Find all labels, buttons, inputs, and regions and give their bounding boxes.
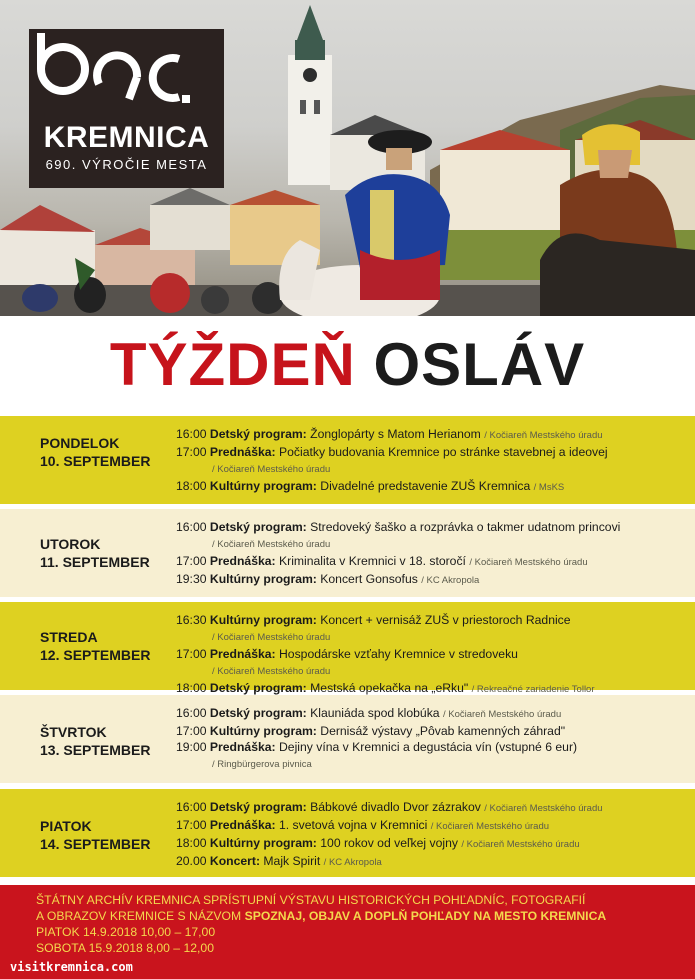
day-date: 11. SEPTEMBER: [40, 554, 150, 570]
event-item: [176, 612, 686, 628]
event-text: Hospodárske vzťahy Kremnice v stredoveku: [279, 647, 518, 661]
event-place: / Kočiareň Mestského úradu: [430, 821, 550, 832]
day-name: STREDA: [40, 629, 98, 645]
event-kind: Prednáška:: [209, 740, 276, 754]
day-date: 10. SEPTEMBER: [40, 453, 151, 469]
title-word-2: OSLÁV: [373, 331, 586, 398]
event-place: / Kočiareň Mestského úradu: [469, 557, 588, 568]
opening-hours-saturday: SOBOTA 15.9.2018 8,00 – 12,00: [36, 941, 214, 955]
event-text: Dejiny vína v Kremnici a degustácia vín (vstupné 6 eur): [279, 740, 578, 754]
event-place: / Rekreačné zariadenie Tollor: [471, 684, 595, 695]
event-time: 16:00: [176, 800, 207, 814]
day-name: PONDELOK: [40, 435, 120, 451]
event-item: [176, 444, 686, 460]
event-time: 17:00: [176, 818, 207, 832]
day-label: [40, 628, 150, 664]
event-item-continued: [176, 460, 686, 478]
notice-line: ŠTÁTNY ARCHÍV KREMNICA SPRÍSTUPNÍ VÝSTAVU HISTORICKÝCH POHĽADNÍC, FOTOGRAFIÍ: [36, 893, 586, 907]
page-title: [0, 330, 695, 400]
event-item: [176, 705, 686, 723]
event-time: 16:00: [176, 706, 207, 720]
event-list: [176, 426, 686, 496]
hero-photo: [0, 0, 695, 316]
event-place: / Kočiareň Mestského úradu: [212, 666, 331, 677]
notice-text: A OBRAZOV KREMNICE S NÁZVOM: [36, 909, 245, 923]
event-item-continued: [176, 628, 686, 646]
event-text: Stredoveký šaško a rozprávka o takmer udatnom princovi: [310, 520, 621, 534]
event-list: [176, 799, 686, 871]
event-kind: Prednáška:: [209, 647, 276, 661]
event-place: / KC Akropola: [323, 857, 382, 868]
event-place: / Kočiareň Mestského úradu: [212, 464, 331, 475]
notice-line: [36, 908, 676, 924]
event-time: 16:00: [176, 520, 207, 534]
event-time: 17:00: [176, 445, 207, 459]
event-item-continued: [176, 662, 686, 680]
event-text: Koncert Gonsofus: [320, 572, 418, 586]
logo-subtitle: 690. VÝROČIE MESTA: [45, 157, 208, 172]
event-list: [176, 519, 686, 589]
day-label: [40, 434, 150, 470]
day-name: ŠTVRTOK: [40, 724, 107, 740]
day-block-thursday: [0, 695, 695, 783]
event-item-continued: [176, 535, 686, 553]
event-place: / Kočiareň Mestského úradu: [461, 839, 580, 850]
event-text: Bábkové divadlo Dvor zázrakov: [310, 800, 481, 814]
event-text: Klauniáda spod klobúka: [310, 706, 440, 720]
event-time: 19:30: [176, 572, 207, 586]
event-kind: Detský program:: [209, 520, 307, 534]
event-time: 18:00: [176, 836, 207, 850]
opening-hours-friday: PIATOK 14.9.2018 10,00 – 17,00: [36, 925, 216, 939]
event-kind: Kultúrny program:: [209, 836, 317, 850]
day-name: PIATOK: [40, 818, 92, 834]
event-item: [176, 739, 686, 755]
event-item: [176, 853, 686, 871]
event-text: 100 rokov od veľkej vojny: [320, 836, 458, 850]
event-time: 19:00: [176, 740, 207, 754]
event-place: / Kočiareň Mestského úradu: [484, 430, 603, 441]
event-time: 16:00: [176, 427, 207, 441]
event-kind: Prednáška:: [209, 445, 276, 459]
event-time: 17:00: [176, 724, 207, 738]
event-kind: Detský program:: [209, 681, 307, 695]
event-kind: Kultúrny program:: [209, 479, 317, 493]
event-item: [176, 723, 686, 739]
event-place: / Kočiareň Mestského úradu: [484, 803, 603, 814]
event-text: Koncert + vernisáž ZUŠ v priestoroch Radnice: [320, 613, 571, 627]
event-kind: Koncert:: [209, 854, 260, 868]
event-text: Žonglopárty s Matom Herianom: [310, 427, 481, 441]
title-word-1: TÝŽDEŇ: [109, 331, 356, 398]
event-place: / Kočiareň Mestského úradu: [442, 709, 562, 720]
day-block-tuesday: [0, 509, 695, 597]
event-kind: Kultúrny program:: [209, 613, 317, 627]
event-text: Počiatky budovania Kremnice po stránke stavebnej a ideovej: [279, 445, 608, 459]
event-item: [176, 519, 686, 535]
event-list: [176, 705, 686, 773]
event-place: / Ringbürgerova pivnica: [212, 759, 312, 770]
day-date: 14. SEPTEMBER: [40, 836, 151, 852]
event-time: 20.00: [176, 854, 207, 868]
event-time: 17:00: [176, 647, 207, 661]
event-item: [176, 426, 686, 444]
event-item: [176, 835, 686, 853]
day-block-wednesday: [0, 602, 695, 695]
event-time: 18:00: [176, 681, 207, 695]
event-place: / MsKS: [533, 482, 565, 493]
event-place: / Kočiareň Mestského úradu: [212, 632, 331, 643]
event-item: [176, 646, 686, 662]
kremnica-690-logo: [29, 29, 224, 188]
event-kind: Prednáška:: [209, 554, 276, 568]
day-block-monday: [0, 416, 695, 504]
event-kind: Detský program:: [209, 427, 307, 441]
event-text: Dernisáž výstavy „Pôvab kamenných záhrad": [320, 724, 566, 738]
event-place: / Kočiareň Mestského úradu: [212, 539, 331, 550]
logo-690-mark: [29, 29, 194, 109]
event-list: [176, 612, 686, 698]
event-item: [176, 817, 686, 835]
day-label: [40, 723, 150, 759]
event-text: Kriminalita v Kremnici v 18. storočí: [279, 554, 466, 568]
event-kind: Prednáška:: [209, 818, 276, 832]
event-item: [176, 799, 686, 817]
event-text: 1. svetová vojna v Kremnici: [279, 818, 428, 832]
event-kind: Detský program:: [209, 706, 307, 720]
event-place: / KC Akropola: [421, 575, 480, 586]
event-kind: Kultúrny program:: [209, 724, 317, 738]
day-date: 13. SEPTEMBER: [40, 742, 151, 758]
day-label: [40, 535, 150, 571]
event-time: 18:00: [176, 479, 207, 493]
event-kind: Kultúrny program:: [209, 572, 317, 586]
event-item-continued: [176, 755, 686, 773]
event-item: [176, 478, 686, 496]
exhibition-notice: [36, 892, 676, 956]
event-kind: Detský program:: [209, 800, 307, 814]
exhibition-name: SPOZNAJ, OBJAV A DOPLŇ POHĽADY NA MESTO KREMNICA: [244, 909, 607, 923]
event-item: [176, 571, 686, 589]
event-time: 17:00: [176, 554, 207, 568]
event-text: Divadelné predstavenie ZUŠ Kremnica: [320, 479, 531, 493]
event-text: Mestská opekačka na „eRku": [310, 681, 469, 695]
event-time: 16:30: [176, 613, 207, 627]
day-label: [40, 817, 150, 853]
website-link[interactable]: visitkremnica.com: [10, 960, 133, 974]
event-text: Majk Spirit: [263, 854, 321, 868]
day-block-friday: [0, 789, 695, 877]
day-name: UTOROK: [40, 536, 101, 552]
event-item: [176, 553, 686, 571]
day-date: 12. SEPTEMBER: [40, 647, 151, 663]
logo-city-name: KREMNICA: [43, 121, 210, 154]
